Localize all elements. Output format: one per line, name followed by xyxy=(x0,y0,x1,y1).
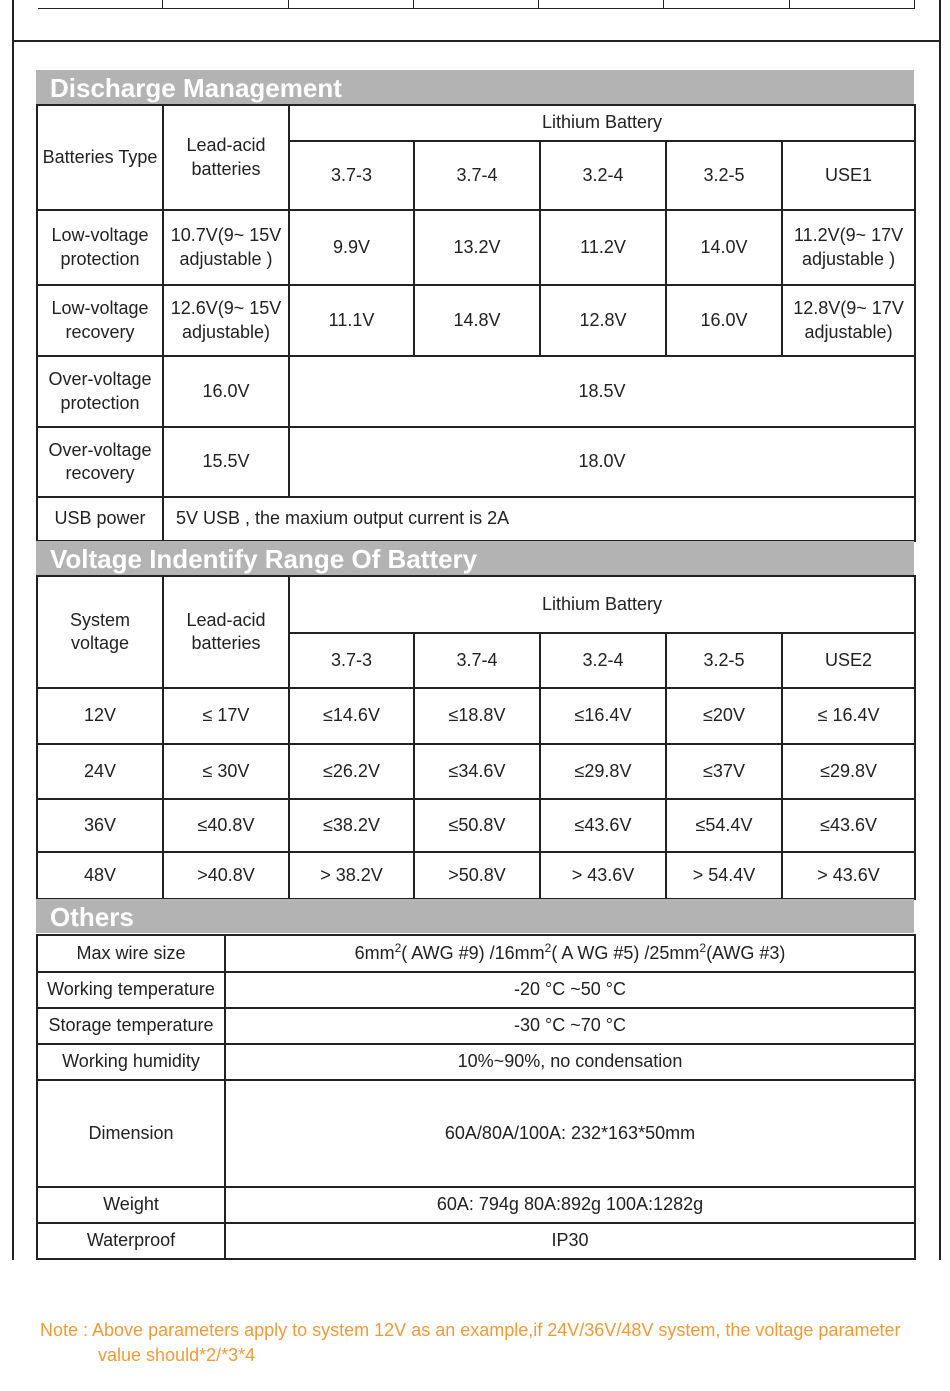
table-row xyxy=(37,688,915,744)
row-label: Over-voltage recovery xyxy=(37,427,163,497)
cell-value: ≤ 16.4V xyxy=(782,688,915,744)
cell-value: 12.6V(9~ 15V adjustable) xyxy=(163,285,289,356)
row-label: 48V xyxy=(37,852,163,899)
cell-value: > 43.6V xyxy=(782,852,915,899)
table-row xyxy=(37,744,915,799)
lithium-type: 3.7-4 xyxy=(414,633,540,688)
row-label: Low-voltage recovery xyxy=(37,285,163,356)
cell-value: 60A/80A/100A: 232*163*50mm xyxy=(225,1080,915,1187)
row-label: Weight xyxy=(37,1187,225,1223)
wire-part: ( A WG #5) /25mm xyxy=(551,943,700,964)
table-row xyxy=(37,852,915,899)
cell-value: ≤54.4V xyxy=(666,799,782,852)
lithium-type: 3.2-4 xyxy=(540,141,666,210)
cell-value: ≤40.8V xyxy=(163,799,289,852)
cell-value: ≤43.6V xyxy=(782,799,915,852)
note-text xyxy=(40,1318,930,1368)
cell-value: 60A: 794g 80A:892g 100A:1282g xyxy=(225,1187,915,1223)
cell-value: ≤18.8V xyxy=(414,688,540,744)
lithium-type: 3.2-4 xyxy=(540,633,666,688)
table-row xyxy=(37,799,915,852)
cell-value: 9.9V xyxy=(289,210,414,285)
superscript: 2 xyxy=(544,941,552,956)
cell-value: 5V USB , the maxium output current is 2A xyxy=(163,497,915,541)
table-row xyxy=(37,1187,915,1223)
cell-value: 10.7V(9~ 15V adjustable ) xyxy=(163,210,289,285)
lithium-type: USE1 xyxy=(782,141,915,210)
cell-value: ≤ 30V xyxy=(163,744,289,799)
cell-value: 14.8V xyxy=(414,285,540,356)
header-lead-acid: Lead-acid batteries xyxy=(163,576,289,688)
cell-value: 11.2V(9~ 17V adjustable ) xyxy=(782,210,915,285)
lithium-type: 3.7-4 xyxy=(414,141,540,210)
frame-right-border xyxy=(939,42,941,1260)
previous-table-frame xyxy=(12,0,941,42)
cell-value: 10%~90%, no condensation xyxy=(225,1044,915,1080)
cell-value: ≤29.8V xyxy=(782,744,915,799)
row-label: 12V xyxy=(37,688,163,744)
table-row xyxy=(37,210,915,285)
discharge-table xyxy=(36,104,916,542)
cell-value: IP30 xyxy=(225,1223,915,1259)
cell-value: ≤26.2V xyxy=(289,744,414,799)
table-row xyxy=(37,497,915,541)
cell-value: ≤37V xyxy=(666,744,782,799)
row-label: 36V xyxy=(37,799,163,852)
table-row xyxy=(37,1223,915,1259)
cell-value: -20 °C ~50 °C xyxy=(225,972,915,1008)
row-label: Max wire size xyxy=(37,935,225,972)
row-label: Storage temperature xyxy=(37,1008,225,1044)
table-row xyxy=(37,356,915,427)
lithium-type: USE2 xyxy=(782,633,915,688)
header-system-voltage: System voltage xyxy=(37,576,163,688)
cell-value: ≤ 17V xyxy=(163,688,289,744)
lithium-type: 3.7-3 xyxy=(289,633,414,688)
cell-value: ≤29.8V xyxy=(540,744,666,799)
wire-part: 6mm xyxy=(354,943,395,964)
row-label: USB power xyxy=(37,497,163,541)
lithium-type: 3.2-5 xyxy=(666,141,782,210)
cell-value: ≤38.2V xyxy=(289,799,414,852)
superscript: 2 xyxy=(699,941,707,956)
cell-value: ≤43.6V xyxy=(540,799,666,852)
cell-value: 11.2V xyxy=(540,210,666,285)
cell-value: 16.0V xyxy=(666,285,782,356)
row-label: Waterproof xyxy=(37,1223,225,1259)
cell-value: ≤20V xyxy=(666,688,782,744)
row-label: 24V xyxy=(37,744,163,799)
wire-part: ( AWG #9) /16mm xyxy=(401,943,545,964)
cell-value-wire-size xyxy=(225,935,915,972)
cell-value: ≤34.6V xyxy=(414,744,540,799)
cell-value: > 38.2V xyxy=(289,852,414,899)
cell-value: 11.1V xyxy=(289,285,414,356)
header-lithium-battery: Lithium Battery xyxy=(289,105,915,141)
cell-value: 18.5V xyxy=(289,356,915,427)
lithium-type: 3.2-5 xyxy=(666,633,782,688)
cell-value: 12.8V(9~ 17V adjustable) xyxy=(782,285,915,356)
wire-part: (AWG #3) xyxy=(706,943,786,964)
section-others: Others xyxy=(36,899,914,933)
row-label: Low-voltage protection xyxy=(37,210,163,285)
cell-value: 12.8V xyxy=(540,285,666,356)
cell-value: 18.0V xyxy=(289,427,915,497)
note-line: Note : Above parameters apply to system 12V as an example,if 24V/36V/48V system, the voltage parameter xyxy=(40,1320,901,1340)
row-label: Over-voltage protection xyxy=(37,356,163,427)
section-discharge-management: Discharge Management xyxy=(36,70,914,104)
header-lead-acid: Lead-acid batteries xyxy=(163,105,289,210)
others-table xyxy=(36,934,916,1260)
cell-value: 15.5V xyxy=(163,427,289,497)
cell-value: 16.0V xyxy=(163,356,289,427)
cell-value: 14.0V xyxy=(666,210,782,285)
table-row xyxy=(37,427,915,497)
table-row xyxy=(37,935,915,972)
table-row xyxy=(37,1080,915,1187)
cell-value: > 43.6V xyxy=(540,852,666,899)
header-batteries-type: Batteries Type xyxy=(37,105,163,210)
row-label: Dimension xyxy=(37,1080,225,1187)
header-lithium-battery: Lithium Battery xyxy=(289,576,915,633)
row-label: Working humidity xyxy=(37,1044,225,1080)
cell-value: -30 °C ~70 °C xyxy=(225,1008,915,1044)
cell-value: > 54.4V xyxy=(666,852,782,899)
cell-value: ≤14.6V xyxy=(289,688,414,744)
section-voltage-range: Voltage Indentify Range Of Battery xyxy=(36,541,914,575)
cell-value: >50.8V xyxy=(414,852,540,899)
cell-value: >40.8V xyxy=(163,852,289,899)
cell-value: ≤50.8V xyxy=(414,799,540,852)
note-line: value should*2/*3*4 xyxy=(98,1345,256,1365)
cell-value: ≤16.4V xyxy=(540,688,666,744)
voltage-range-table xyxy=(36,575,916,900)
table-row xyxy=(37,1008,915,1044)
superscript: 2 xyxy=(394,941,402,956)
row-label: Working temperature xyxy=(37,972,225,1008)
cell-value: 13.2V xyxy=(414,210,540,285)
table-row xyxy=(37,1044,915,1080)
table-row xyxy=(37,285,915,356)
frame-left-border xyxy=(12,42,14,1260)
lithium-type: 3.7-3 xyxy=(289,141,414,210)
previous-table-row xyxy=(38,0,915,9)
table-row xyxy=(37,972,915,1008)
